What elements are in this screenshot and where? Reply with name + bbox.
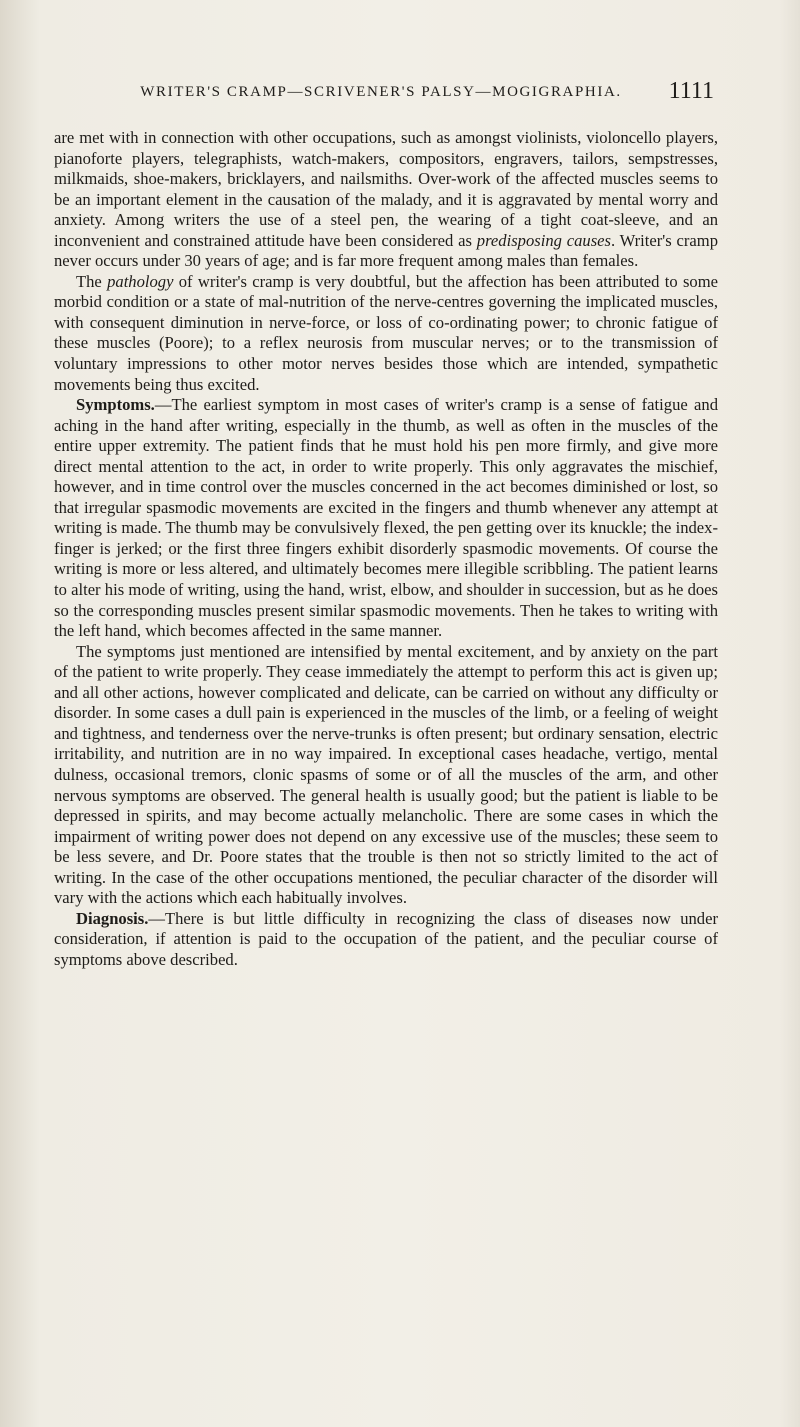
paragraph-symptoms-continued — [54, 642, 718, 909]
body-text — [54, 128, 718, 970]
paragraph-pathology — [54, 272, 718, 395]
section-heading-diagnosis: Diagnosis. — [76, 908, 149, 928]
page-number: 1111 — [668, 78, 714, 104]
paragraph-text: —The earliest symptom in most cases of writer's cramp is a sense of fatigue and aching in the hand after writing, especially in the thumb, as well as often in the muscles of the entire upper extremity. The patient finds that he must hold his pen more firmly, and give more direct mental attention to the act, in order to write properly. This only aggravates the mischief, however, and in time control over the muscles concerned in the act becomes diminished or lost, so that irregular spasmodic movements are excited in the fingers and thumb whenever any attempt at writing is made. The thumb may be convulsively flexed, the pen getting over its knuckle; the index-finger is jerked; or the first three fingers exhibit disorderly spasmodic movements. Of course the writing is more or less altered, and ultimately becomes mere illegible scribbling. The patient learns to alter his mode of writing, using the hand, wrist, elbow, and shoulder in succession, but as he does so the corresponding muscles present similar spasmodic movements. Then he takes to writing with the left hand, which becomes affected in the same manner. — [54, 395, 718, 641]
running-head: WRITER'S CRAMP—SCRIVENER'S PALSY—MOGIGRAPHIA. — [140, 84, 622, 100]
paragraph-text: The symptoms just mentioned are intensified by mental excitement, and by anxiety on the part of the patient to write properly. They cease immediately the attempt to perform this act is given up; and all other actions, however complicated and delicate, can be carried on without any difficulty or disorder. In some cases a dull pain is experienced in the muscles of the limb, or a feeling of weight and tightness, and tenderness over the nerve-trunks is often present; but ordinary sensation, electric irritability, and nutrition are in no way impaired. In exceptional cases headache, vertigo, mental dulness, occasional tremors, clonic spasms of some or of all the muscles of the arm, and other nervous symptoms are observed. The general health is usually good; but the patient is liable to be depressed in spirits, and may become actually melancholic. There are some cases in which the impairment of writing power does not depend on any excessive use of the muscles; these seem to be less severe, and Dr. Poore states that the trouble is then not so strictly limited to the act of writing. In the case of the other occupations mentioned, the peculiar character of the disorder will vary with the actions which each habitually involves. — [54, 641, 718, 908]
section-heading-symptoms: Symptoms. — [76, 395, 155, 415]
paragraph-symptoms — [54, 395, 718, 642]
paragraph-diagnosis — [54, 909, 718, 971]
paragraph-text: are met with in connection with other occupations, such as amongst violinists, violoncello players, pianoforte players, telegraphists, watch-makers, compositors, engravers, tailors, sempstresses, milkmaids, shoe-makers, bricklayers, and nailsmiths. Over-work of the affected muscles seems to be an important element in the causation of the malady, and it is aggravated by mental worry and anxiety. Among writers the use of a steel pen, the wearing of a tight coat-sleeve, and an inconvenient and constrained attitude have been considered as — [54, 128, 718, 250]
paragraph-text: . Writer's cramp never occurs under 30 years of age; and is far more frequent among males than females. — [54, 230, 719, 271]
paragraph-occupations — [54, 128, 718, 272]
paragraph-text: of writer's cramp is very doubtful, but the affection has been attributed to some morbid condition or a state of mal-nutrition of the nerve-centres governing the implicated muscles, with consequent diminution in nerve-force, or loss of co-ordinating power; to chronic fatigue of these muscles (Poore); to a reflex neurosis from muscular nerves; or to the transmission of voluntary impressions to other motor nerves besides those which are intended, sympathetic movements being thus excited. — [54, 271, 718, 394]
paragraph-text: The — [76, 271, 108, 291]
italic-term: pathology — [107, 271, 174, 291]
italic-term: predisposing causes — [476, 230, 611, 250]
page-header — [108, 78, 714, 108]
paragraph-text: —There is but little difficulty in recognizing the class of diseases now under consideration, if attention is paid to the occupation of the patient, and the peculiar course of symptoms above described. — [54, 908, 718, 969]
